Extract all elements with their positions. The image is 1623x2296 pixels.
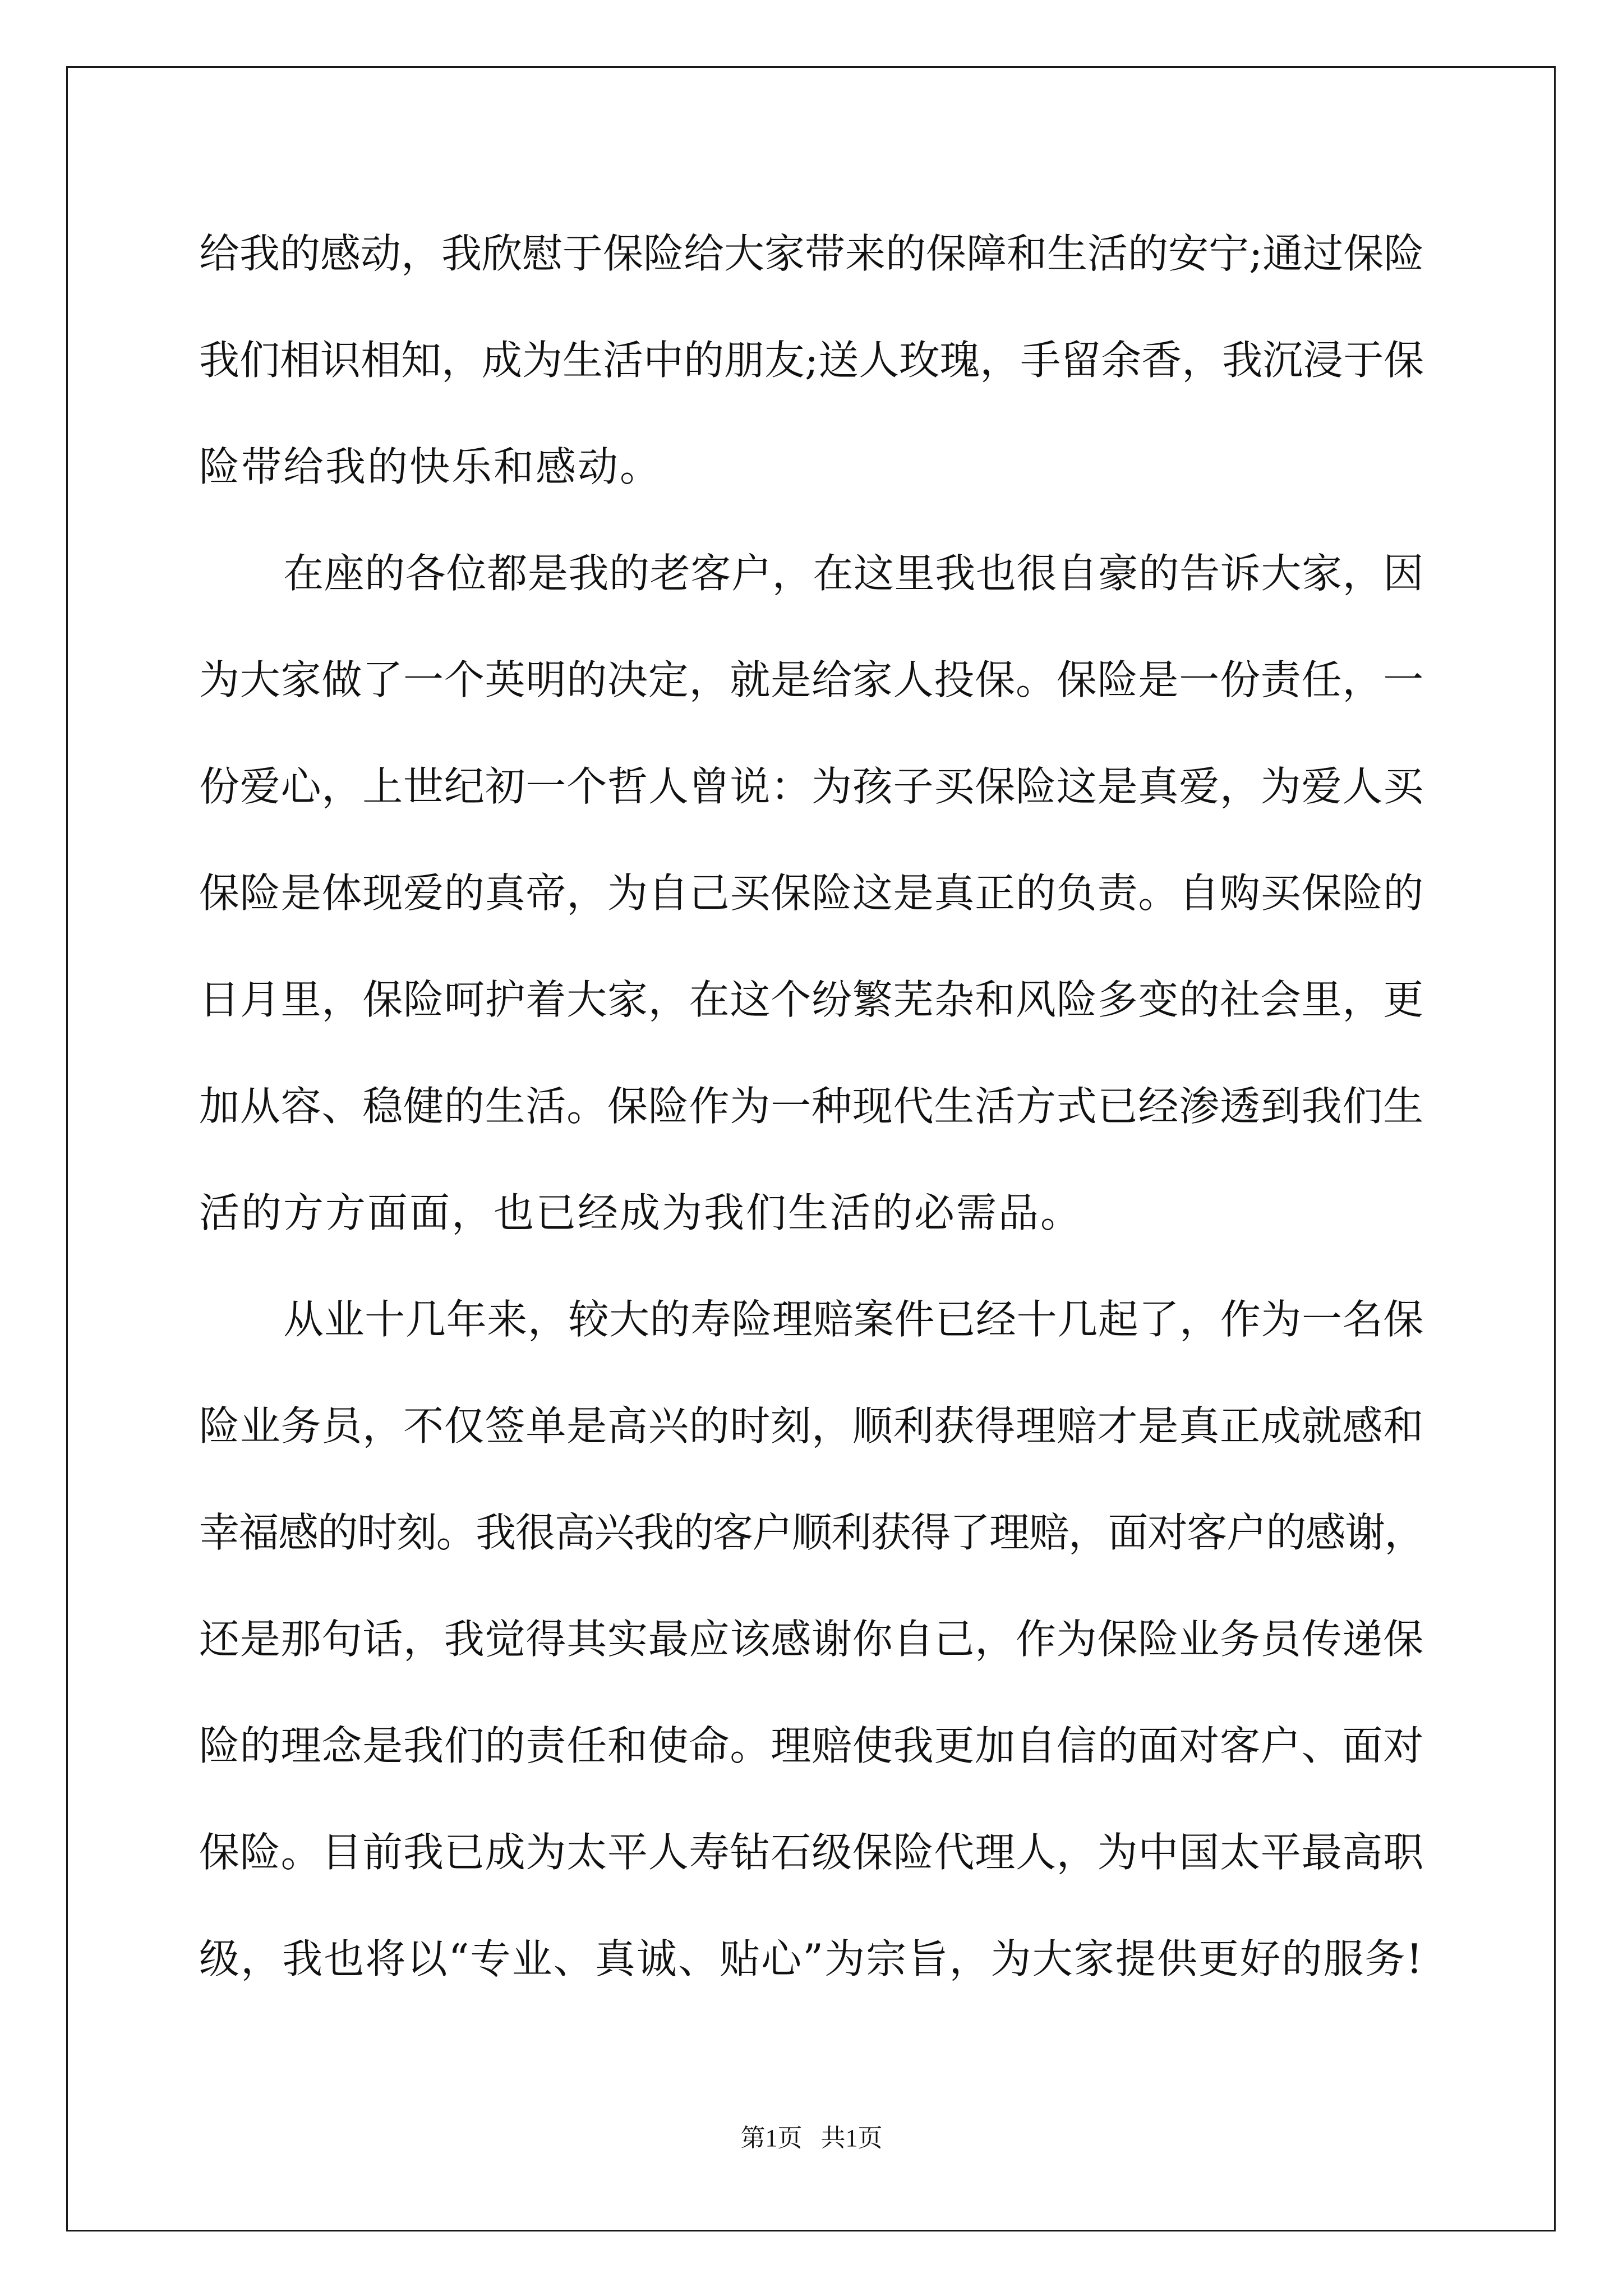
text-line: 保险是体现爱的真帝，为自己买保险这是真正的负责。自购买保险的 [199,869,1424,917]
text-line: 份爱心，上世纪初一个哲人曾说：为孩子买保险这是真爱，为爱人买 [199,763,1424,810]
text-line: 还是那句话，我觉得其实最应该感谢你自己，作为保险业务员传递保 [199,1616,1424,1663]
text-line: 险带给我的快乐和感动。 [199,443,662,490]
text-line: 幸福感的时刻。我很高兴我的客户顺利获得了理赔，面对客户的感谢， [199,1509,1424,1556]
text-line: 我们相识相知，成为生活中的朋友;送人玫瑰，手留余香，我沉浸于保 [199,337,1424,384]
text-line: 加从容、稳健的生活。保险作为一种现代生活方式已经渗透到我们生 [199,1083,1424,1130]
page-number-footer: 第1页 共1页 [740,2124,883,2152]
text-line: 活的方方面面，也已经成为我们生活的必需品。 [199,1189,1083,1236]
document-body [199,220,1424,2032]
text-line: 险的理念是我们的责任和使命。理赔使我更加自信的面对客户、面对 [199,1722,1424,1769]
text-line: 险业务员，不仅签单是高兴的时刻，顺利获得理赔才是真正成就感和 [199,1402,1424,1450]
text-line: 日月里，保险呵护着大家，在这个纷繁芜杂和风险多变的社会里，更 [199,976,1424,1023]
text-line: 在座的各位都是我的老客户，在这里我也很自豪的告诉大家，因 [283,550,1424,597]
text-line: 保险。目前我已成为太平人寿钻石级保险代理人，为中国太平最高职 [199,1829,1424,1876]
text-line: 为大家做了一个英明的决定，就是给家人投保。保险是一份责任，一 [199,656,1424,703]
text-line: 从业十几年来，较大的寿险理赔案件已经十几起了，作为一名保 [283,1296,1424,1343]
text-line: 级，我也将以“专业、真诚、贴心”为宗旨，为大家提供更好的服务! [199,1935,1424,1982]
text-line: 给我的感动，我欣慰于保险给大家带来的保障和生活的安宁;通过保险 [199,230,1424,277]
